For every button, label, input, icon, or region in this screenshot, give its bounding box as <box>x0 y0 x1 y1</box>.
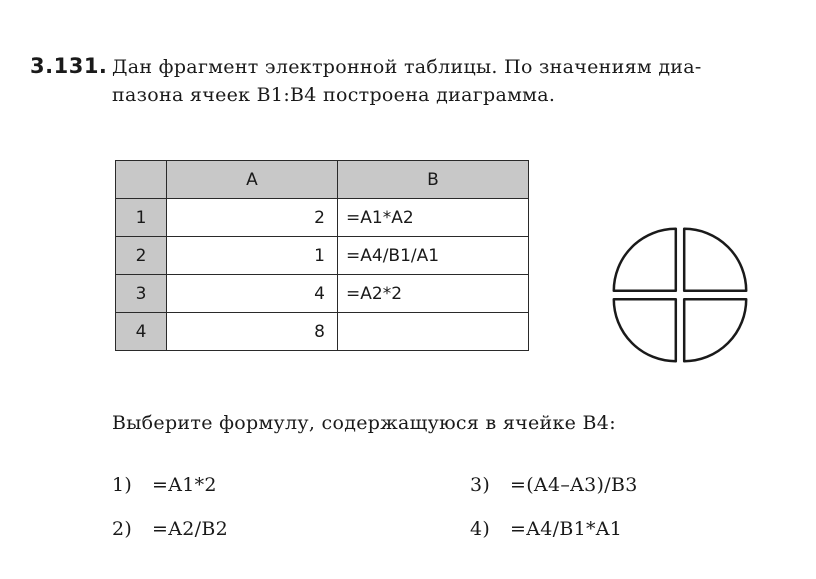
cell-a2: 1 <box>167 237 338 275</box>
option-text: =A4/B1*A1 <box>510 518 623 540</box>
answer-option-1 <box>112 474 217 496</box>
pie-slice-1 <box>684 229 746 291</box>
option-number: 2) <box>112 518 133 540</box>
problem-number: 3.131. <box>30 54 108 78</box>
option-number: 1) <box>112 474 133 496</box>
corner-cell <box>116 161 167 199</box>
pie-slice-4 <box>614 229 676 291</box>
row-header: 3 <box>116 275 167 313</box>
answer-option-2 <box>112 518 228 540</box>
problem-text-line-2: пазона ячеек B1:B4 построена диаграмма. <box>112 84 556 106</box>
cell-a4: 8 <box>167 313 338 351</box>
answer-option-4 <box>470 518 622 540</box>
option-text: =A2/B2 <box>152 518 228 540</box>
table-row <box>116 199 529 237</box>
cell-b3: =A2*2 <box>338 275 529 313</box>
option-number: 4) <box>470 518 491 540</box>
row-header: 4 <box>116 313 167 351</box>
cell-b2: =A4/B1/A1 <box>338 237 529 275</box>
option-text: =(A4–A3)/B3 <box>510 474 638 496</box>
cell-b4 <box>338 313 529 351</box>
row-header: 1 <box>116 199 167 237</box>
question-text: Выберите формулу, содержащуюся в ячейке B4: <box>112 412 616 434</box>
table-row <box>116 275 529 313</box>
answer-option-3 <box>470 474 638 496</box>
problem-text-line-1: Дан фрагмент электронной таблицы. По значениям диа- <box>112 56 702 78</box>
cell-a3: 4 <box>167 275 338 313</box>
pie-slice-3 <box>614 299 676 361</box>
cell-a1: 2 <box>167 199 338 237</box>
cell-b1: =A1*A2 <box>338 199 529 237</box>
table-row <box>116 313 529 351</box>
column-header-a: A <box>167 161 338 199</box>
option-number: 3) <box>470 474 491 496</box>
option-text: =A1*2 <box>152 474 217 496</box>
spreadsheet-fragment <box>115 160 529 351</box>
column-header-b: B <box>338 161 529 199</box>
column-header-row <box>116 161 529 199</box>
table-row <box>116 237 529 275</box>
pie-chart <box>600 220 760 370</box>
pie-slice-2 <box>684 299 746 361</box>
row-header: 2 <box>116 237 167 275</box>
